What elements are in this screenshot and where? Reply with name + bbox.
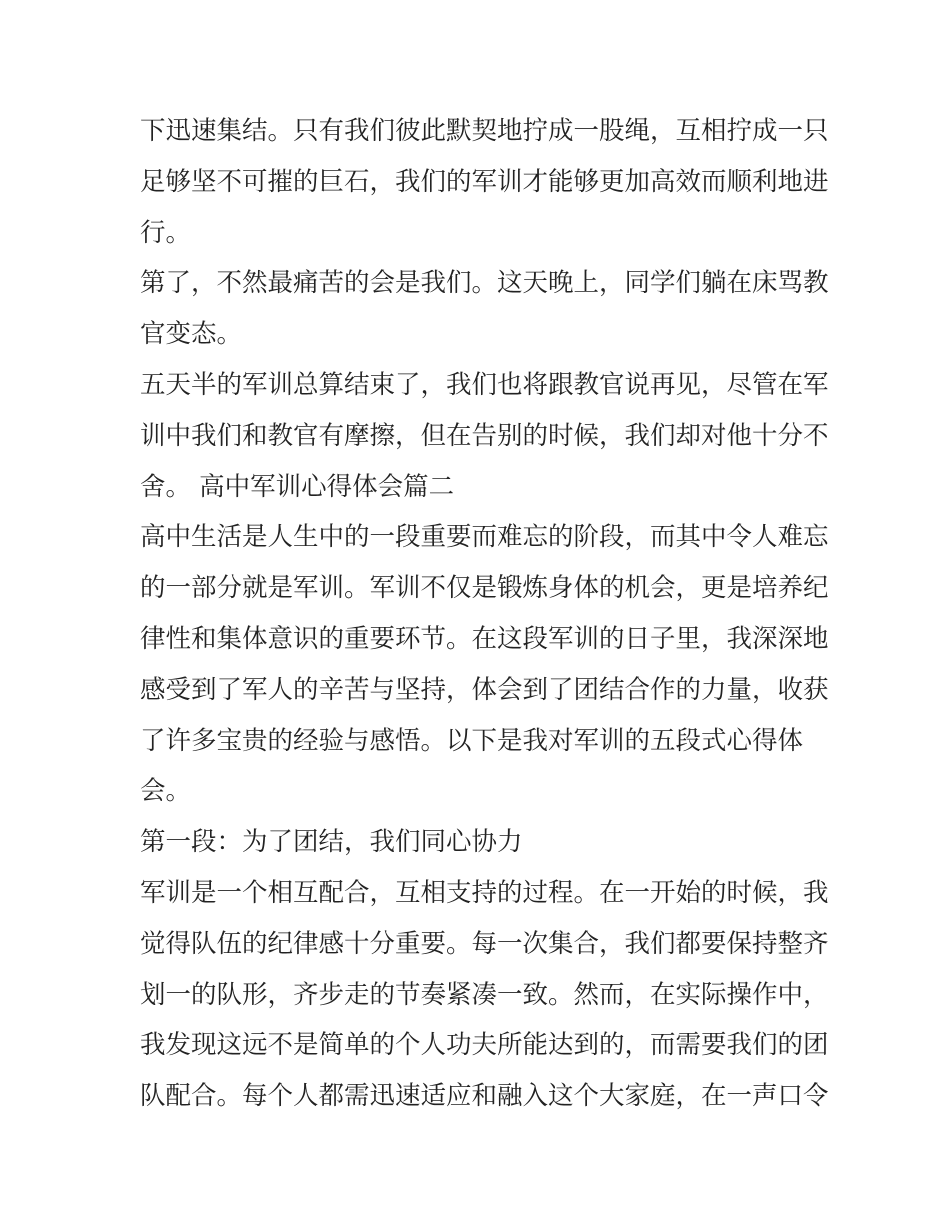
text-line: 了许多宝贵的经验与感悟。以下是我对军训的五段式心得体 bbox=[140, 725, 804, 756]
text-line: 队配合。每个人都需迅速适应和融入这个大家庭，在一声口令 bbox=[140, 1081, 829, 1112]
text-line: 我发现这远不是简单的个人功夫所能达到的，而需要我们的团 bbox=[140, 1030, 829, 1061]
text-line: 官变态。 bbox=[140, 319, 243, 350]
text-line: 军训是一个相互配合，互相支持的过程。在一开始的时候，我 bbox=[140, 877, 829, 908]
text-line: 训中我们和教官有摩擦，但在告别的时候，我们却对他十分不 bbox=[140, 420, 829, 451]
text-line: 行。 bbox=[140, 217, 192, 248]
text-line: 下迅速集结。只有我们彼此默契地拧成一股绳，互相拧成一只 bbox=[140, 116, 829, 146]
text-line: 感受到了军人的辛苦与坚持，体会到了团结合作的力量，收获 bbox=[140, 674, 829, 705]
document-body bbox=[140, 106, 829, 1122]
text-line: 的一部分就是军训。军训不仅是锻炼身体的机会，更是培养纪 bbox=[140, 573, 829, 604]
text-line: 觉得队伍的纪律感十分重要。每一次集合，我们都要保持整齐 bbox=[140, 928, 829, 959]
text-line: 会。 bbox=[140, 776, 192, 807]
text-line-section-heading: 舍。 高中军训心得体会篇二 bbox=[140, 471, 455, 502]
text-line: 高中生活是人生中的一段重要而难忘的阶段，而其中令人难忘 bbox=[140, 522, 829, 553]
text-line: 足够坚不可摧的巨石，我们的军训才能够更加高效而顺利地进 bbox=[140, 166, 829, 197]
text-line: 五天半的军训总算结束了，我们也将跟教官说再见，尽管在军 bbox=[140, 369, 829, 400]
text-line: 律性和集体意识的重要环节。在这段军训的日子里，我深深地 bbox=[140, 623, 829, 654]
text-line: 第了，不然最痛苦的会是我们。这天晚上，同学们躺在床骂教 bbox=[140, 268, 829, 299]
subheading-line: 第一段：为了团结，我们同心协力 bbox=[140, 827, 523, 858]
text-line: 划一的队形，齐步走的节奏紧凑一致。然而，在实际操作中， bbox=[140, 979, 829, 1010]
